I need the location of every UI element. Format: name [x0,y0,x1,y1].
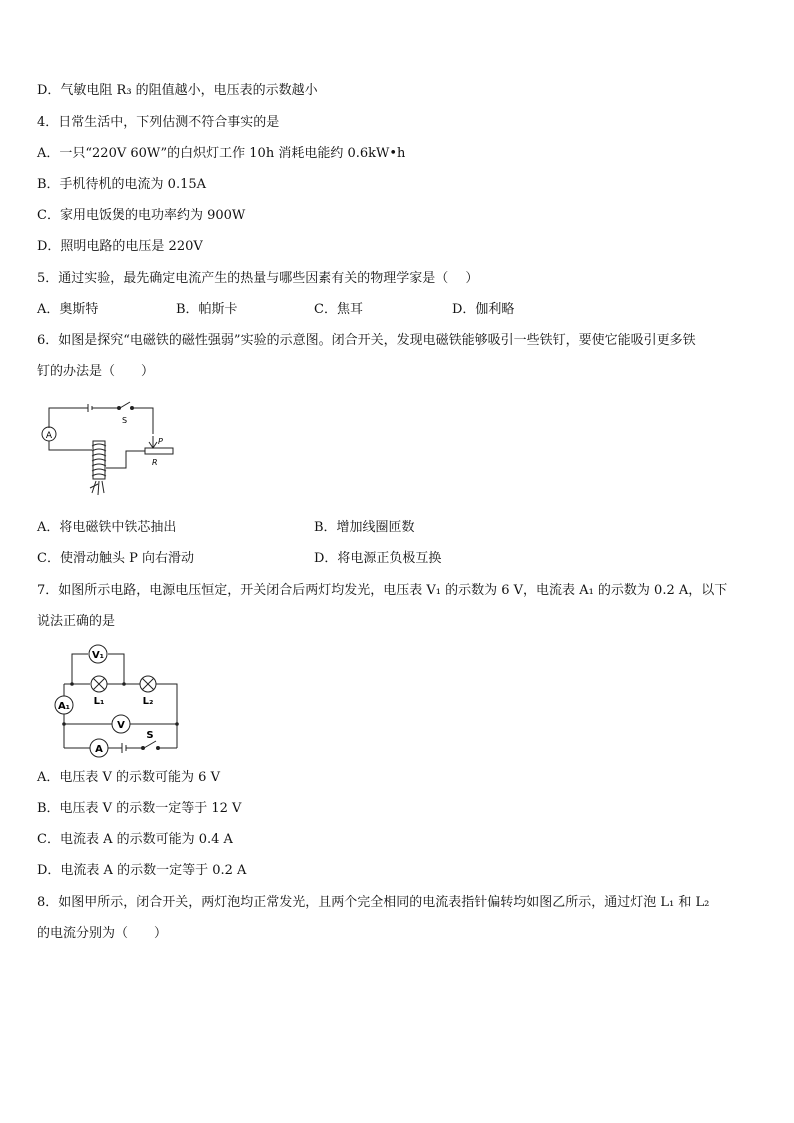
q3-option-d: D．气敏电阻 R₃ 的阻值越小，电压表的示数越小 [37,83,318,98]
q4-option-d: D．照明电路的电压是 220V [37,239,203,254]
q8-stem-line1: 8．如图甲所示，闭合开关，两灯泡均正常发光，且两个完全相同的电流表指针偏转均如图乙所示，通过灯泡 L₁ 和 L₂ [37,895,710,910]
q7-stem-line1: 7．如图所示电路，电源电压恒定，开关闭合后两灯均发光，电压表 V₁ 的示数为 6 V，电流表 A₁ 的示数为 0.2 A，以下 [37,583,728,598]
q5-option-a: A．奥斯特 [37,302,99,317]
switch-blade [144,741,156,748]
q4-option-c: C．家用电饭煲的电功率约为 900W [37,208,246,223]
q4-stem: 4．日常生活中，下列估测不符合事实的是 [37,115,280,130]
q6-option-d: D．将电源正负极互换 [314,551,442,566]
a1-label: A₁ [57,701,71,712]
v-label: V [117,720,125,731]
q7-circuit-diagram [52,642,184,758]
q6-option-a: A．将电磁铁中铁芯抽出 [37,520,177,535]
ammeter-label: A [45,431,53,441]
q5-stem: 5．通过实验，最先确定电流产生的热量与哪些因素有关的物理学家是（ ） [37,271,479,286]
q4-option-b: B．手机待机的电流为 0.15A [37,177,207,192]
resistor-label: R [152,458,158,467]
l2-label: L₂ [142,696,154,707]
q6-stem-line1: 6．如图是探究“电磁铁的磁性强弱”实验的示意图。闭合开关，发现电磁铁能够吸引一些铁钉，要使它能吸引更多铁 [37,333,696,348]
q7-option-a: A．电压表 V 的示数可能为 6 V [37,770,220,785]
switch-label: S [122,416,128,425]
nail [98,481,99,495]
slider-label: P [158,437,163,446]
q7-option-b: B．电压表 V 的示数一定等于 12 V [37,801,242,816]
q8-stem-line2: 的电流分别为（ ） [37,926,168,941]
l1-label: L₁ [93,696,105,707]
a-label: A [95,744,103,755]
q6-circuit-diagram [38,398,178,500]
s-label: S [146,730,154,741]
q7-option-d: D．电流表 A 的示数一定等于 0.2 A [37,863,247,878]
q7-option-c: C．电流表 A 的示数可能为 0.4 A [37,832,233,847]
switch-blade [120,402,130,408]
v1-label: V₁ [91,650,105,661]
rheostat [145,448,173,454]
q6-stem-line2: 钉的办法是（ ） [37,364,155,379]
q5-option-b: B．帕斯卡 [176,302,238,317]
nail [102,481,104,493]
q7-stem-line2: 说法正确的是 [37,614,116,629]
q5-option-c: C．焦耳 [314,302,363,317]
electromagnet-coil [92,444,106,476]
q6-option-c: C．使滑动触头 P 向右滑动 [37,551,194,566]
q4-option-a: A．一只“220V 60W”的白炽灯工作 10h 消耗电能约 0.6kW•h [37,146,406,161]
q5-option-d: D．伽利略 [452,302,515,317]
q6-option-b: B．增加线圈匝数 [314,520,415,535]
